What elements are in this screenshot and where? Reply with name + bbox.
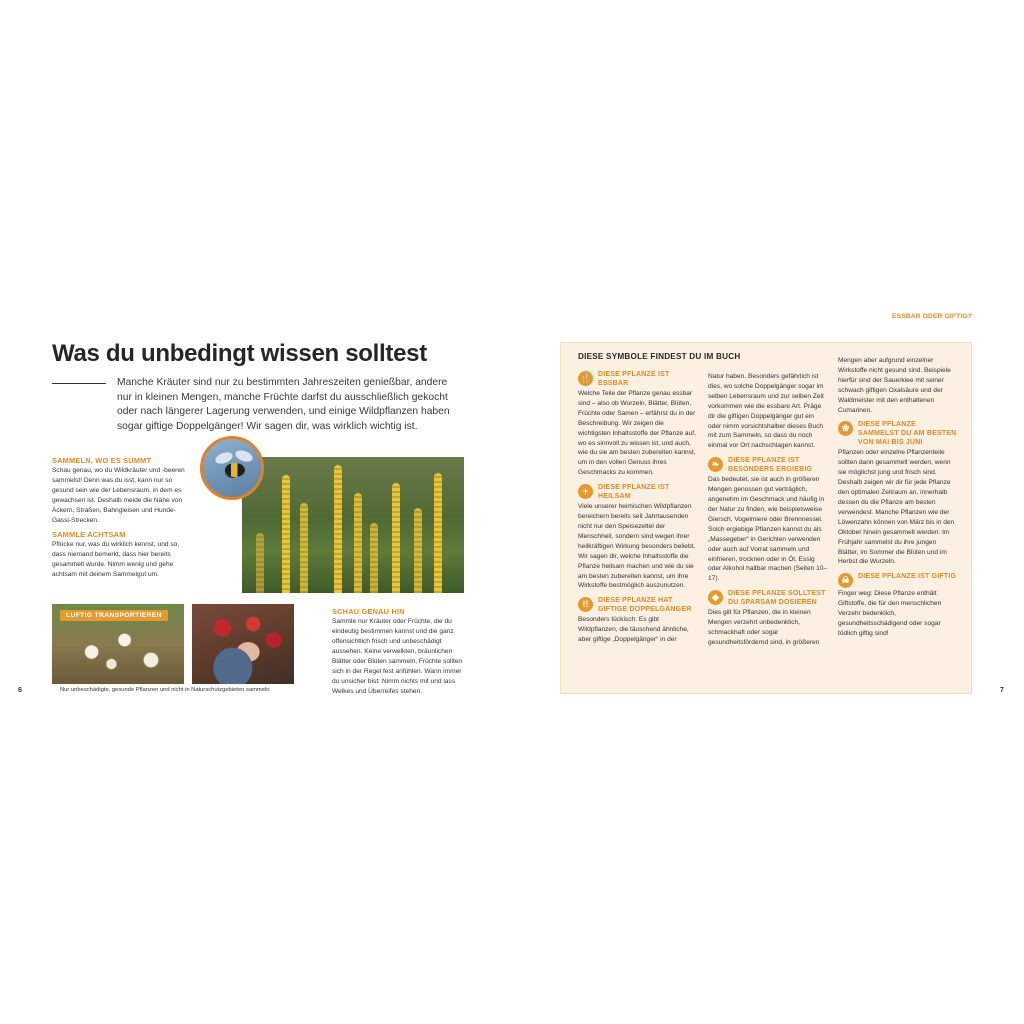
- calendar-flower-icon: ❀: [838, 421, 853, 436]
- section-heading-sammeln: SAMMELN, WO ES SUMMT: [52, 456, 152, 465]
- symbol-body-essbar: Welche Teile der Pflanze genau essbar sind – also ob Wurzeln, Blätter, Blüten, Früchte oder Samen – erfährst du in der Beschreibung. Wir zeigen die wichtigsten Inhaltsstoffe der Pflanze auf, wo es sinnvoll zu wissen ist, und auch, wie du sie am besten zubereiten kannst, um in den vollen Genuss ihres Geschmacks zu kommen.: [578, 390, 696, 477]
- bumblebee-photo: [200, 436, 264, 500]
- photo-caption: Nur unbeschädigte, gesunde Pflanzen und nicht in Naturschutzgebieten sammeln: [60, 687, 270, 693]
- page-number-left: 6: [18, 687, 22, 694]
- section-body-achtsam: Pflücke nur, was du wirklich kennst, und so, dass niemand bemerkt, dass hier bereits gesammelt wurde. Nimm wenig und gehe achtsam mit deinem Sammelgut um.: [52, 541, 180, 578]
- symbol-body-heilsam: Viele unserer heimischen Wildpflanzen bereichern bereits seit Jahrtausenden nicht nur den Speisezettel der Menschheit, sondern sind wegen ihrer heilkräftigen Wirkung besonders beliebt. Wir sagen dir, welche Inhaltsstoffe die Pflanze heilsam machen und wie du sie am besten zubereiten kannst, um ihre Wirkstoffe bestmöglich auszunutzen.: [578, 503, 696, 590]
- plus-icon: +: [578, 484, 593, 499]
- intro-paragraph: Manche Kräuter sind nur zu bestimmten Jahreszeiten genießbar, andere nur in kleinen Mengen, manche Früchte darfst du ausschließlich gekocht oder nach längerer Lagerung verwenden, und einige Wildpflanzen haben sogar giftige Doppelgänger! Wir sagen dir, was wirklich wichtig ist.: [117, 377, 450, 432]
- skull-icon: ☠: [838, 573, 853, 588]
- double-exclamation-icon: !!: [578, 597, 593, 612]
- symbols-column-1: [578, 370, 698, 645]
- symbol-body-continued: Natur haben. Besonders gefährlich ist dies, wo solche Doppelgänger sogar im selben Lebensraum und zur selben Zeit vorkommen wie die essbare Art. Präge dir die giftigen Doppelgänger gut ein oder nimm vorsichtshalber dieses Buch mit zum Sammeln, so dass du noch einmal vor Ort nachschlagen kannst.: [708, 373, 824, 450]
- symbol-heading-doppelgaenger: DIESE PFLANZE HAT GIFTIGE DOPPELGÄNGER: [598, 597, 692, 614]
- left-text-column: [52, 456, 192, 584]
- photo-label: LUFTIG TRANSPORTIEREN: [60, 610, 168, 621]
- symbol-body-mai-juni: Pflanzen oder einzelne Pflanzenteile sollten dann gesammelt werden, wenn sie möglichst jung und frisch sind. Deshalb zeigen wir dir für jede Pflanze den optimalen Zeitraum an, innerhalb dessen du die Pflanze am besten verwendest. Manche Pflanzen wie der Löwenzahn können von März bis in den Oktober hinein gesammelt werden: Im Frühjahr sammelst du ihre jungen Blätter, im Sommer die Blüten und im Herbst die Wurzeln.: [838, 449, 955, 566]
- symbol-heading-heilsam: DIESE PFLANZE IST HEILSAM: [598, 484, 670, 501]
- symbol-body-giftig: Finger weg: Diese Pflanze enthält Giftstoffe, die für den menschlichen Verzehr bedenklich, gesundheitsschädigend oder sogar tödlich giftig sind!: [838, 590, 942, 637]
- symbol-body-ergiebig: Das bedeutet, sie ist auch in größeren Mengen genossen gut verträglich, angenehm im Geschmack und häufig in der Natur zu finden, wie beispielsweise Giersch, Vogelmiere oder Brennnessel. Solch ergiebige Pflanzen kannst du als „Massegeber“ in Gerichten verwenden oder auch auf Vorrat sammeln und einfrieren, trocknen oder in Öl, Essig oder Alkohol haltbar machen (Seiten 10–17).: [708, 476, 828, 583]
- mullein-photo: [242, 457, 464, 593]
- page-number-right: 7: [1000, 687, 1004, 694]
- drop-icon: ◆: [708, 590, 723, 605]
- symbol-heading-mai-juni: DIESE PFLANZE SAMMELST DU AM BESTEN VON MAI BIS JUNI: [858, 421, 957, 447]
- page-title: Was du unbedingt wissen solltest: [52, 340, 427, 367]
- symbol-body-doppelgaenger: Besonders tückisch: Es gibt Wildpflanzen, die täuschend ähnliche, aber giftige „Doppelgänger“ in der: [578, 616, 689, 644]
- symbols-column-3: [838, 356, 958, 639]
- symbols-column-2: [708, 372, 828, 648]
- symbol-heading-giftig: DIESE PFLANZE IST GIFTIG: [858, 573, 957, 581]
- section-body-sammeln: Schau genau, wo du Wildkräuter und -beeren sammelst! Denn was du isst, kann nur so gesund sein wie der Lebensraum, in dem es gewachsen ist. Deshalb meide die Nähe von Äckern, Straßen, Bahngleisen und Hunde-Gassi-Strecken.: [52, 467, 185, 524]
- symbol-heading-sparsam: DIESE PFLANZE SOLLTEST DU SPARSAM DOSIEREN: [728, 590, 826, 607]
- rosehip-photo: [192, 604, 294, 684]
- symbol-heading-ergiebig: DIESE PFLANZE IST BESONDERS ERGIEBIG: [728, 457, 813, 474]
- section-heading-achtsam: SAMMLE ACHTSAM: [52, 530, 126, 539]
- running-head: ESSBAR ODER GIFTIG?: [892, 313, 972, 320]
- symbol-body-continued-2: Mengen aber aufgrund einzelner Wirkstoffe nicht gesund sind. Beispiele hierfür sind der Sauerklee mit seiner schwach giftigen Oxalsäure und der Waldmeister mit den enthaltenen Cumarinen.: [838, 357, 951, 414]
- leaves-icon: ❧: [708, 457, 723, 472]
- basket-photo: [52, 604, 184, 684]
- right-text-column: [332, 607, 467, 697]
- fork-knife-icon: 🍴: [578, 371, 593, 386]
- title-rule: [52, 383, 106, 384]
- symbol-body-sparsam: Dies gilt für Pflanzen, die in kleinen Mengen verzehrt unbedenklich, schmackhaft oder sogar gesundheitsfördernd sind, in größeren: [708, 609, 820, 646]
- symbol-heading-essbar: DIESE PFLANZE IST ESSBAR: [598, 371, 670, 387]
- section-body-schau: Sammle nur Kräuter oder Früchte, die du eindeutig bestimmen kannst und die ganz offensichtlich frisch und unbeschädigt aussehen. Keine verwelkten, bräunlichen Blätter oder Blüten sammeln, Früchte sollten sich in der Regel fest anfühlen. Wann immer du unsicher bist: Nimm nichts mit und lass Welkes und Überreifes stehen.: [332, 618, 463, 695]
- box-title: DIESE SYMBOLE FINDEST DU IM BUCH: [578, 352, 741, 361]
- section-heading-schau: SCHAU GENAU HIN: [332, 607, 405, 616]
